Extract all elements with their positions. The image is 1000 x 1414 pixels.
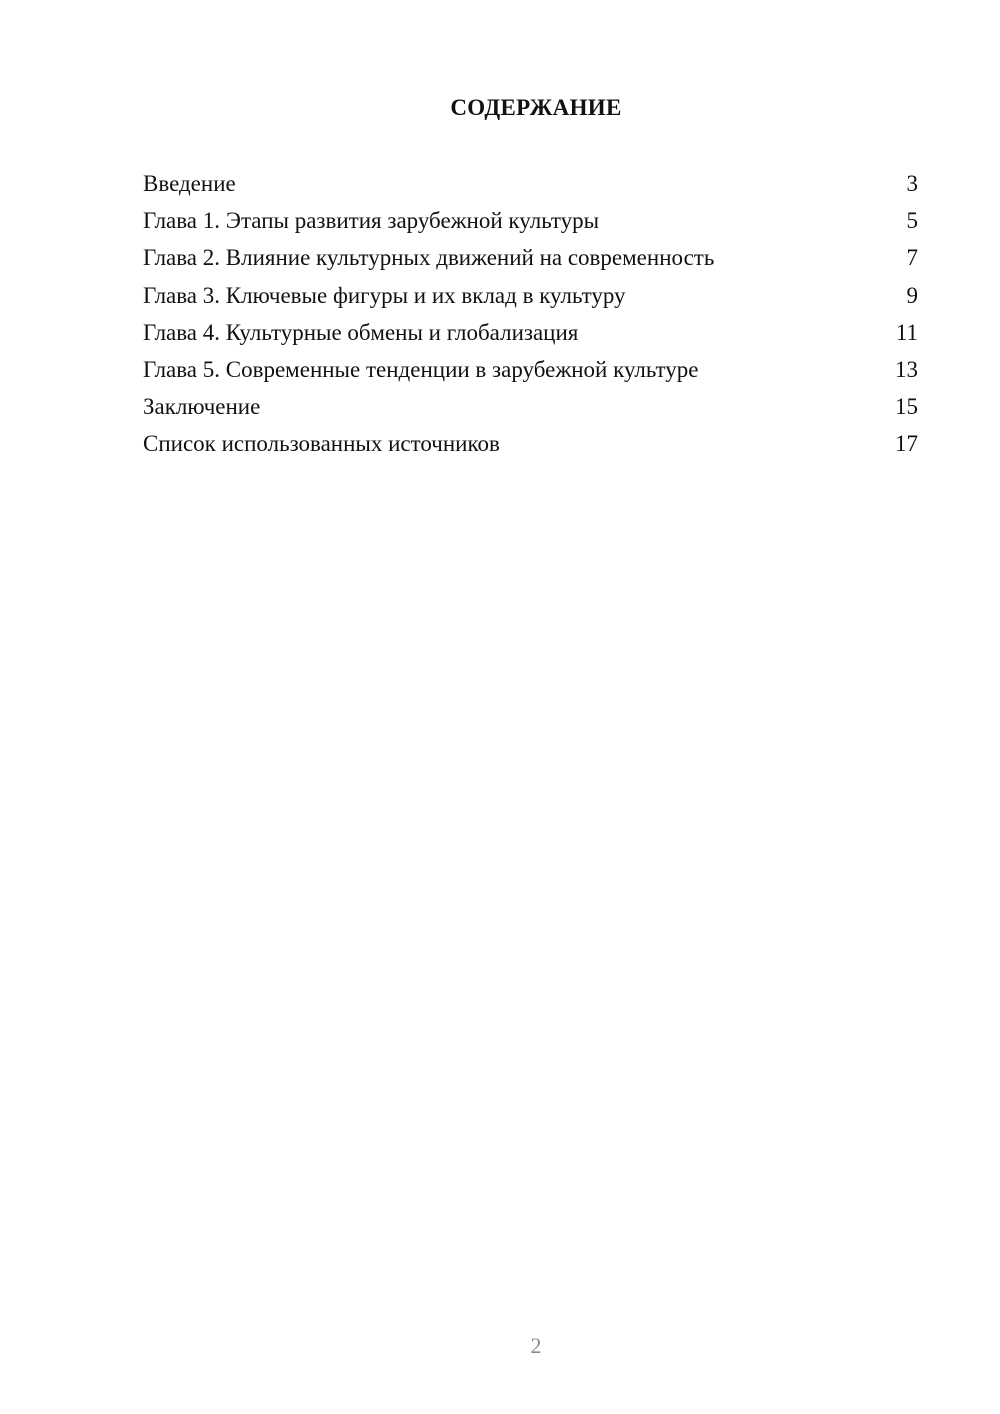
toc-entry-page: 11 bbox=[895, 319, 918, 345]
toc-entry-introduction[interactable] bbox=[143, 169, 918, 206]
toc-entry-label: Глава 3. Ключевые фигуры и их вклад в культуру bbox=[143, 282, 626, 308]
toc-entry-chapter-5[interactable] bbox=[143, 355, 918, 392]
toc-entry-page: 17 bbox=[895, 431, 918, 457]
table-of-contents bbox=[143, 169, 918, 467]
toc-entry-references[interactable] bbox=[143, 429, 918, 466]
toc-entry-page: 15 bbox=[895, 394, 918, 420]
page-number: 2 bbox=[530, 1333, 542, 1358]
toc-entry-page: 3 bbox=[906, 171, 918, 196]
toc-entry-chapter-2[interactable] bbox=[143, 243, 918, 280]
toc-entry-page: 7 bbox=[906, 245, 918, 271]
toc-entry-page: 5 bbox=[906, 208, 918, 234]
toc-entry-page: 9 bbox=[906, 282, 918, 308]
toc-entry-label: Глава 1. Этапы развития зарубежной культуры bbox=[143, 208, 600, 234]
toc-entry-label: Глава 5. Современные тенденции в зарубежной культуре bbox=[143, 356, 699, 382]
toc-entry-chapter-4[interactable] bbox=[143, 318, 918, 355]
toc-entry-label: Список использованных источников bbox=[143, 431, 500, 457]
toc-entry-label: Глава 2. Влияние культурных движений на современность bbox=[143, 245, 715, 271]
page-title: СОДЕРЖАНИЕ bbox=[450, 95, 622, 120]
toc-entry-label: Глава 4. Культурные обмены и глобализация bbox=[143, 319, 579, 345]
toc-entry-label: Введение bbox=[143, 171, 236, 196]
toc-entry-label: Заключение bbox=[143, 394, 261, 420]
toc-entry-conclusion[interactable] bbox=[143, 392, 918, 429]
toc-entry-chapter-1[interactable] bbox=[143, 206, 918, 243]
toc-entry-page: 13 bbox=[895, 356, 918, 382]
toc-entry-chapter-3[interactable] bbox=[143, 281, 918, 318]
